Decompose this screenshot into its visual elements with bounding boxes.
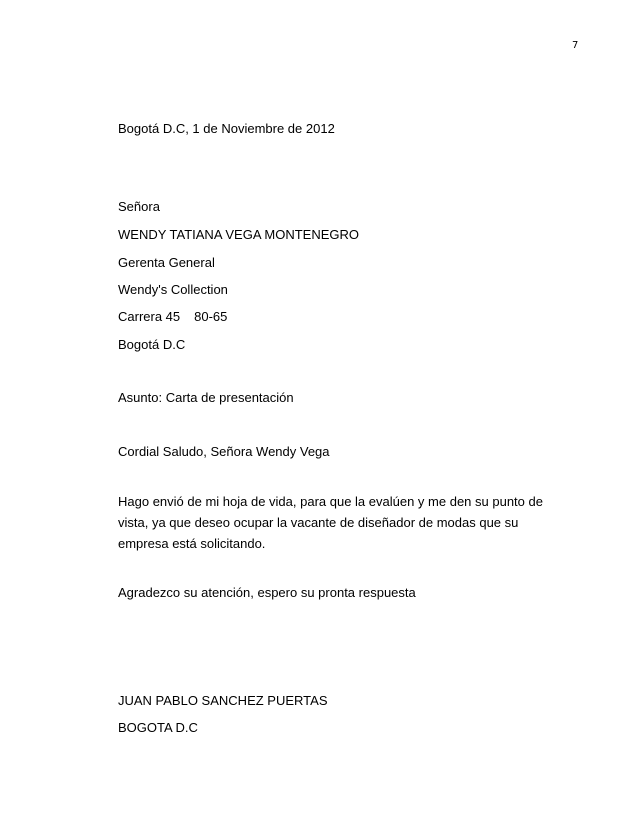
body-paragraph [118, 491, 558, 554]
body-line: vista, ya que deseo ocupar la vacante de diseñador de modas que su [118, 515, 519, 530]
recipient-position: Gerenta General [118, 255, 215, 270]
signature-city: BOGOTA D.C [118, 720, 198, 735]
subject-line: Asunto: Carta de presentación [118, 390, 294, 405]
body-line: Hago envió de mi hoja de vida, para que la evalúen y me den su punto de [118, 494, 543, 509]
address-number: 80-65 [194, 309, 228, 324]
body-line: empresa está solicitando. [118, 536, 266, 551]
date-line: Bogotá D.C, 1 de Noviembre de 2012 [118, 121, 335, 136]
recipient-address [118, 309, 227, 324]
recipient-name: WENDY TATIANA VEGA MONTENEGRO [118, 227, 360, 242]
address-street: Carrera 45 [118, 309, 181, 324]
recipient-city: Bogotá D.C [118, 337, 186, 352]
page-number: 7 [572, 40, 579, 51]
closing-line: Agradezco su atención, espero su pronta respuesta [118, 585, 416, 600]
recipient-company: Wendy's Collection [118, 282, 228, 297]
greeting-line: Cordial Saludo, Señora Wendy Vega [118, 444, 330, 459]
recipient-salutation-title: Señora [118, 199, 160, 214]
signature-name: JUAN PABLO SANCHEZ PUERTAS [118, 693, 328, 708]
